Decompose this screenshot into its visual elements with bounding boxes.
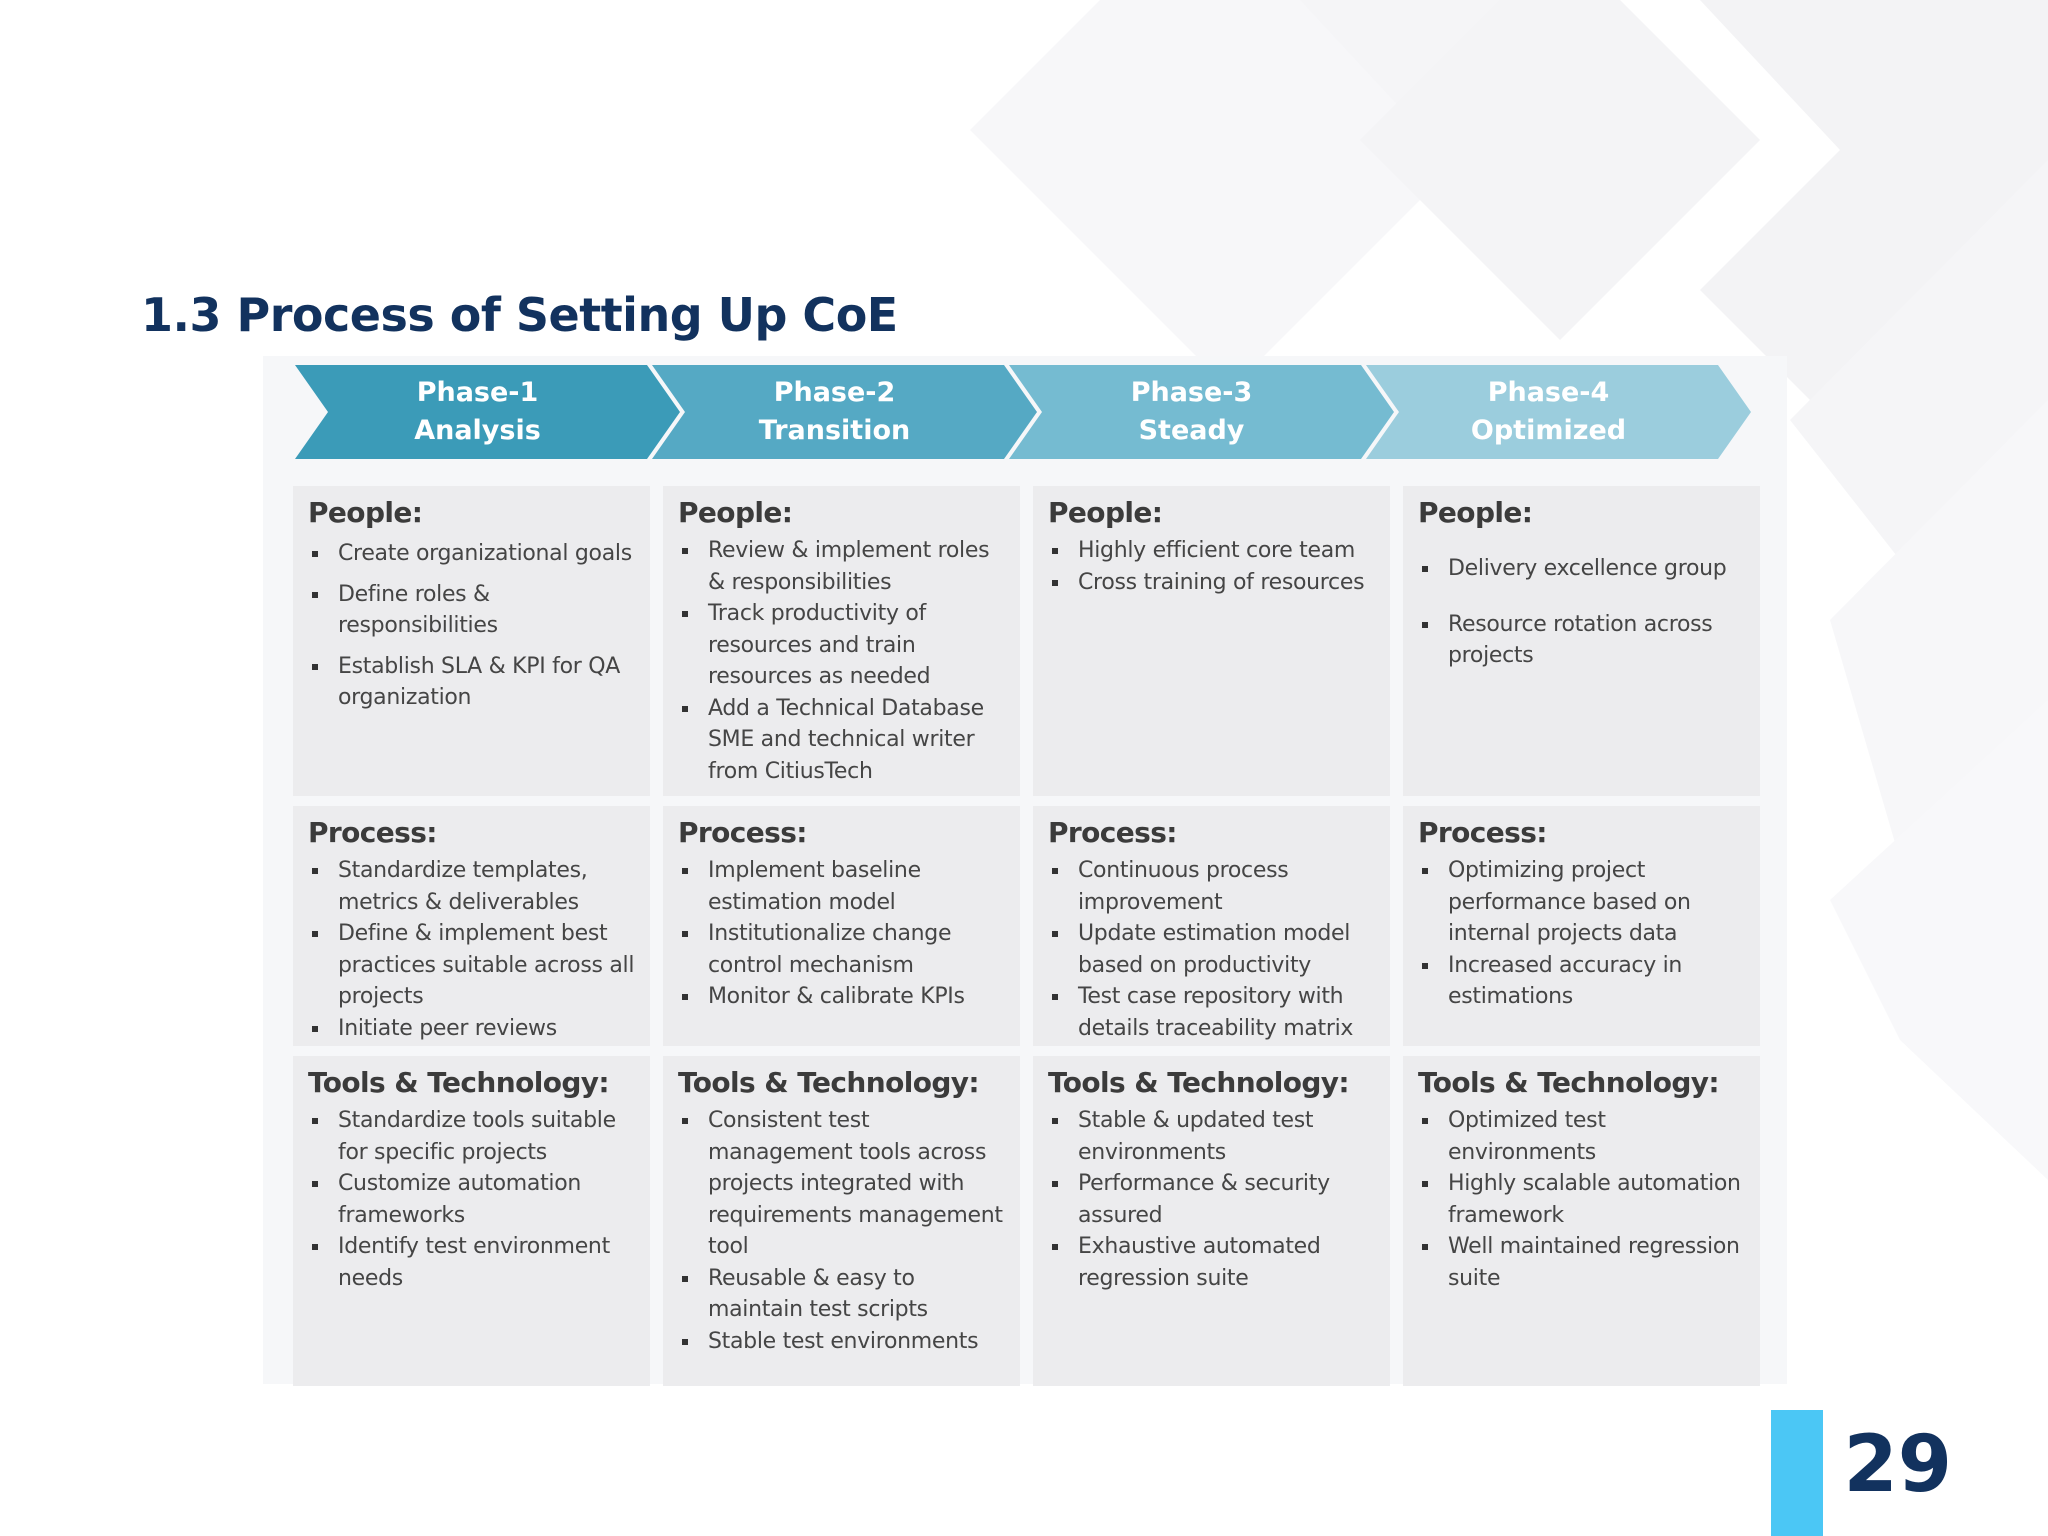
cell-heading: Tools & Technology: (1048, 1066, 1350, 1099)
process-cell-phase-2 (663, 806, 1020, 1046)
cell-heading: Process: (1048, 816, 1177, 849)
list-item: Reusable & easy to maintain test scripts (678, 1263, 1008, 1326)
phase-details-grid (293, 486, 1763, 1386)
tools-cell-phase-3 (1033, 1056, 1390, 1386)
cell-heading: People: (308, 496, 423, 529)
list-item: Cross training of resources (1048, 567, 1378, 599)
phase-2-name: Transition (758, 415, 911, 446)
list-item: Monitor & calibrate KPIs (678, 981, 1008, 1013)
list-item: Review & implement roles & responsibilities (678, 535, 1008, 598)
page-number-accent-bar (1771, 1410, 1823, 1536)
phase-2-number: Phase-2 (773, 377, 896, 408)
phase-4-chevron (1366, 365, 1751, 459)
list-item: Track productivity of resources and train resources as needed (678, 598, 1008, 693)
bullet-list (308, 1105, 638, 1294)
bullet-list (1418, 1105, 1748, 1294)
phase-3-chevron (1009, 365, 1394, 459)
cell-heading: People: (678, 496, 793, 529)
cell-heading: People: (1048, 496, 1163, 529)
list-item: Stable test environments (678, 1326, 1008, 1358)
bullet-list (678, 855, 1008, 1013)
phase-1-number: Phase-1 (416, 377, 539, 408)
list-item: Optimizing project performance based on internal projects data (1418, 855, 1748, 950)
tools-cell-phase-2 (663, 1056, 1020, 1386)
list-item: Stable & updated test environments (1048, 1105, 1378, 1168)
cell-heading: Tools & Technology: (1418, 1066, 1720, 1099)
list-item: Highly efficient core team (1048, 535, 1378, 567)
phase-1-chevron (295, 365, 680, 459)
list-item: Delivery excellence group (1418, 553, 1748, 585)
phase-chevron-bar (295, 365, 1760, 459)
process-cell-phase-4 (1403, 806, 1760, 1046)
bullet-list (678, 535, 1008, 787)
list-item: Create organizational goals (308, 538, 638, 570)
bullet-list (1048, 855, 1378, 1044)
bullet-list (308, 855, 638, 1044)
phase-4-number: Phase-4 (1487, 377, 1610, 408)
list-item: Standardize templates, metrics & deliverables (308, 855, 638, 918)
bullet-list (308, 538, 638, 714)
list-item: Resource rotation across projects (1418, 609, 1748, 672)
list-item: Standardize tools suitable for specific projects (308, 1105, 638, 1168)
list-item: Add a Technical Database SME and technical writer from CitiusTech (678, 693, 1008, 788)
phase-4-name: Optimized (1470, 415, 1627, 446)
list-item: Institutionalize change control mechanism (678, 918, 1008, 981)
phase-3-number: Phase-3 (1130, 377, 1253, 408)
bullet-list (1418, 553, 1748, 672)
bullet-list (1418, 855, 1748, 1013)
list-item: Update estimation model based on productivity (1048, 918, 1378, 981)
list-item: Test case repository with details traceability matrix (1048, 981, 1378, 1044)
cell-heading: Process: (1418, 816, 1547, 849)
people-cell-phase-2 (663, 486, 1020, 796)
process-cell-phase-1 (293, 806, 650, 1046)
bullet-list (1048, 1105, 1378, 1294)
list-item: Identify test environment needs (308, 1231, 638, 1294)
people-cell-phase-3 (1033, 486, 1390, 796)
list-item: Implement baseline estimation model (678, 855, 1008, 918)
tools-cell-phase-4 (1403, 1056, 1760, 1386)
page-title: 1.3 Process of Setting Up CoE (141, 288, 898, 342)
list-item: Consistent test management tools across projects integrated with requirements management tool (678, 1105, 1008, 1263)
phase-3-name: Steady (1138, 415, 1245, 446)
list-item: Continuous process improvement (1048, 855, 1378, 918)
list-item: Customize automation frameworks (308, 1168, 638, 1231)
list-item: Optimized test environments (1418, 1105, 1748, 1168)
list-item: Performance & security assured (1048, 1168, 1378, 1231)
tools-cell-phase-1 (293, 1056, 650, 1386)
list-item: Well maintained regression suite (1418, 1231, 1748, 1294)
bullet-list (1048, 535, 1378, 598)
cell-heading: Tools & Technology: (678, 1066, 980, 1099)
list-item: Establish SLA & KPI for QA organization (308, 651, 638, 714)
list-item: Increased accuracy in estimations (1418, 950, 1748, 1013)
list-item: Exhaustive automated regression suite (1048, 1231, 1378, 1294)
phase-1-name: Analysis (414, 415, 541, 446)
cell-heading: Process: (308, 816, 437, 849)
cell-heading: Tools & Technology: (308, 1066, 610, 1099)
list-item: Initiate peer reviews (308, 1013, 638, 1045)
list-item: Highly scalable automation framework (1418, 1168, 1748, 1231)
people-cell-phase-4 (1403, 486, 1760, 796)
phase-2-chevron (652, 365, 1037, 459)
list-item: Define roles & responsibilities (308, 579, 638, 642)
cell-heading: Process: (678, 816, 807, 849)
list-item: Define & implement best practices suitable across all projects (308, 918, 638, 1013)
people-cell-phase-1 (293, 486, 650, 796)
bullet-list (678, 1105, 1008, 1357)
cell-heading: People: (1418, 496, 1533, 529)
process-cell-phase-3 (1033, 806, 1390, 1046)
page-number: 29 (1843, 1420, 1952, 1510)
